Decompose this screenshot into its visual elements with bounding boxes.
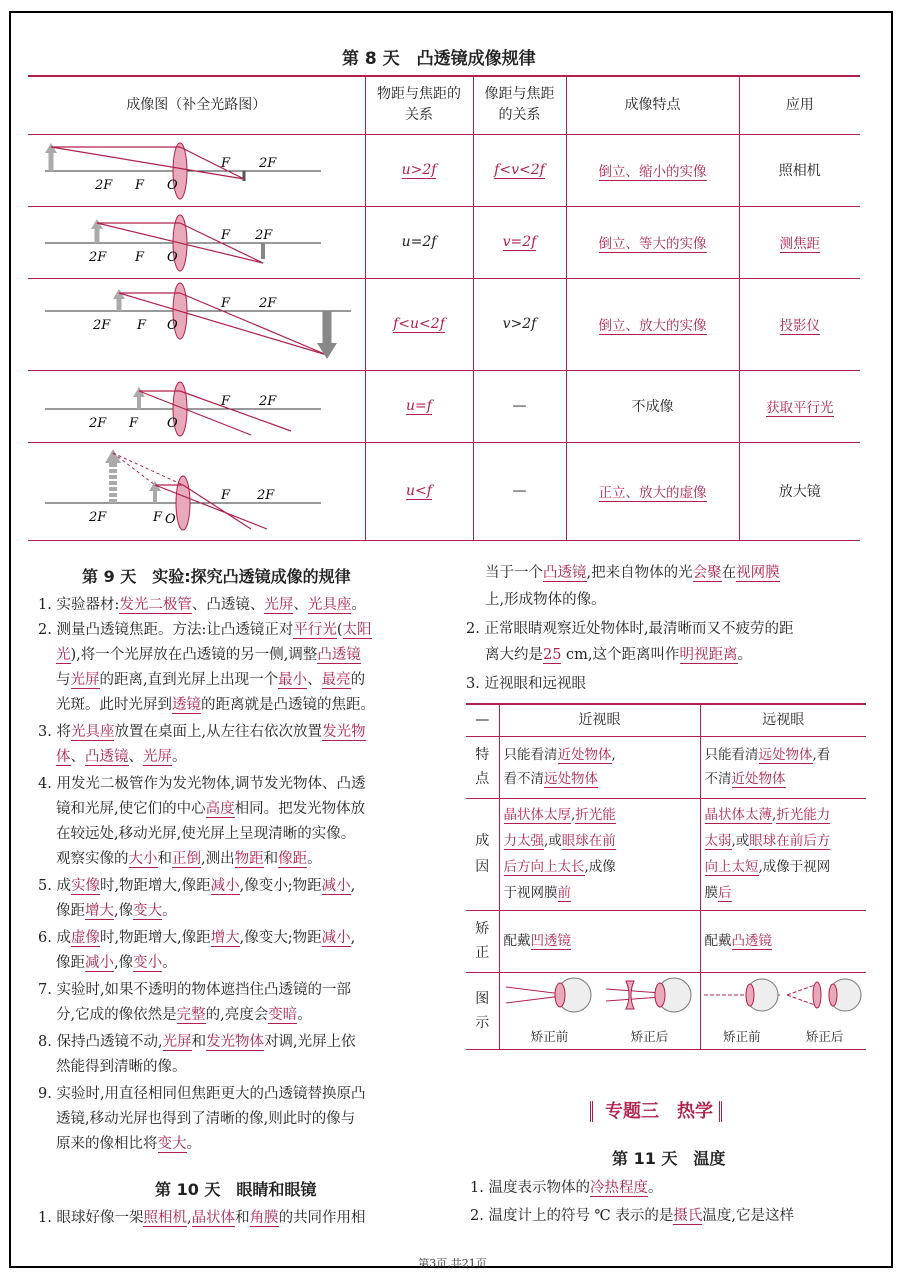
u-value: u<f — [406, 483, 432, 499]
day9-line: 观察实像的大小和正倒,测出物距和像距。 — [56, 851, 322, 867]
v-value: v>2f — [502, 316, 537, 332]
svg-text:F: F — [135, 178, 145, 193]
day9-line: 分,它成的像依然是完整的,亮度会变暗。 — [56, 1007, 312, 1023]
svg-text:2F: 2F — [259, 394, 277, 409]
svg-text:F: F — [129, 416, 139, 431]
svg-text:F: F — [135, 250, 145, 265]
ray-diagram — [28, 206, 365, 278]
caption: 矫正前 — [530, 1028, 569, 1044]
myopia-before-diagram — [504, 973, 596, 1017]
lens-rule-table — [28, 75, 860, 541]
svg-text:O: O — [167, 318, 178, 333]
day9-line: 光),将一个光屏放在凸透镜的另一侧,调整凸透镜 — [56, 647, 361, 663]
eye-row-key: 矫正 — [466, 910, 499, 972]
v-value: f<v<2f — [494, 162, 545, 178]
feature-value: 不成像 — [566, 370, 739, 442]
svg-text:O: O — [165, 512, 176, 527]
svg-text:F: F — [221, 156, 231, 171]
caption: 矫正前 — [723, 1028, 761, 1044]
eye-row-key: 特点 — [466, 736, 499, 798]
hyperopia-cell: 只能看清远处物体,看 不清近处物体 — [700, 736, 866, 798]
day11-line: 1. 温度表示物体的冷热程度。 — [470, 1180, 663, 1196]
app-value: 测焦距 — [779, 236, 820, 252]
svg-text:2F: 2F — [259, 156, 277, 171]
header-feature: 成像特点 — [566, 76, 739, 134]
day10-line: 3. 近视眼和远视眼 — [466, 676, 586, 692]
header-diagram: 成像图（补全光路图） — [28, 76, 365, 134]
svg-text:2F: 2F — [255, 228, 273, 243]
day9-line: 像距增大,像变大。 — [56, 903, 177, 919]
day9-line: 7. 实验时,如果不透明的物体遮挡住凸透镜的一部 — [38, 982, 352, 998]
day9-line: 原来的像相比将变大。 — [56, 1136, 201, 1152]
eye-row-key: 图示 — [466, 972, 499, 1049]
app-value: 放大镜 — [739, 442, 860, 540]
eye-diagram-hyperopia — [700, 972, 866, 1049]
day9-line: 1. 实验器材:发光二极管、凸透镜、光屏、光具座。 — [38, 597, 366, 613]
ray-diagram-2 — [31, 207, 361, 273]
day9-line: 9. 实验时,用直径相同但焦距更大的凸透镜替换原凸 — [38, 1086, 366, 1102]
svg-text:2F: 2F — [93, 318, 111, 333]
day10-line: 2. 正常眼睛观察近处物体时,最清晰而又不疲劳的距 — [466, 621, 794, 637]
day9-line: 与光屏的距离,直到光屏上出现一个最小、最亮的 — [56, 672, 366, 688]
svg-text:F: F — [221, 394, 231, 409]
svg-text:F: F — [221, 488, 231, 503]
eye-row-key: 成因 — [466, 798, 499, 910]
day9-line: 然能得到清晰的像。 — [56, 1059, 187, 1075]
feature-value: 倒立、放大的实像 — [598, 318, 707, 334]
myopia-cell: 只能看清近处物体, 看不清远处物体 — [499, 736, 700, 798]
eye-diagram-myopia — [499, 972, 700, 1049]
ray-diagram-5 — [31, 443, 361, 535]
day9-line: 体、凸透镜、光屏。 — [56, 749, 187, 765]
ray-diagram — [28, 370, 365, 442]
day9-line: 在较远处,移动光屏,使光屏上呈现清晰的实像。 — [56, 826, 356, 842]
day10-line: 离大约是25 cm,这个距离叫作明视距离。 — [485, 647, 753, 663]
app-value: 投影仪 — [779, 318, 820, 334]
day9-line: 5. 成实像时,物距增大,像距减小,像变小;物距减小, — [38, 878, 356, 894]
hyperopia-after-diagram — [785, 973, 865, 1017]
eye-header-dash: — — [466, 704, 499, 736]
ray-diagram-4 — [31, 371, 361, 437]
ray-diagram-3 — [31, 279, 361, 365]
svg-text:F: F — [221, 228, 231, 243]
day11-title: 第 11 天 温度 — [612, 1149, 726, 1168]
table-row — [466, 798, 866, 910]
caption: 矫正后 — [805, 1028, 844, 1044]
table-row — [28, 442, 860, 540]
svg-text:2F: 2F — [89, 416, 107, 431]
header-app: 应用 — [739, 76, 860, 134]
day9-line: 镜和光屏,使它们的中心高度相同。把发光物体放 — [56, 801, 366, 817]
svg-text:2F: 2F — [257, 488, 275, 503]
v-value: — — [473, 442, 566, 540]
table-row — [28, 370, 860, 442]
ray-diagram-1 — [31, 135, 361, 201]
myopia-cell: 晶状体太厚,折光能 力太强,或眼球在前 后方向上太长,成像 于视网膜前 — [499, 798, 700, 910]
app-value: 获取平行光 — [766, 400, 834, 416]
day10-line: 当于一个凸透镜,把来自物体的光会聚在视网膜 — [485, 565, 780, 581]
app-value: 照相机 — [739, 134, 860, 206]
day9-line: 4. 用发光二极管作为发光物体,调节发光物体、凸透 — [38, 776, 366, 792]
table-row — [466, 736, 866, 798]
myopia-cell: 配戴凹透镜 — [499, 910, 700, 972]
v-value: v=2f — [502, 234, 537, 250]
hyperopia-cell: 配戴凸透镜 — [700, 910, 866, 972]
caption: 矫正后 — [630, 1028, 669, 1044]
day9-title: 第 9 天 实验:探究凸透镜成像的规律 — [82, 567, 351, 586]
u-value: u>2f — [401, 162, 437, 178]
v-value: — — [473, 370, 566, 442]
table-row — [28, 278, 860, 370]
svg-text:F: F — [221, 296, 231, 311]
table-row — [28, 206, 860, 278]
feature-value: 倒立、等大的实像 — [598, 236, 707, 252]
header-u: 物距与焦距的关系 — [365, 76, 473, 134]
myopia-after-diagram — [604, 973, 696, 1017]
u-value: u=2f — [401, 234, 437, 250]
day9-line: 像距减小,像变小。 — [56, 955, 177, 971]
svg-text:2F: 2F — [89, 510, 107, 525]
svg-text:O: O — [167, 178, 178, 193]
page-number: 第3页,共21页 — [418, 1257, 487, 1270]
table-row — [28, 134, 860, 206]
day8-title: 第 8 天 凸透镜成像规律 — [342, 49, 536, 69]
ray-diagram — [28, 442, 365, 540]
feature-value: 倒立、缩小的实像 — [598, 164, 707, 180]
eye-header-myopia: 近视眼 — [499, 704, 700, 736]
topic-title: 专题三 热学 — [590, 1097, 722, 1123]
svg-text:2F: 2F — [89, 250, 107, 265]
day9-line: 透镜,移动光屏也得到了清晰的像,则此时的像与 — [56, 1111, 356, 1127]
day10-line: 上,形成物体的像。 — [485, 592, 606, 608]
svg-text:2F: 2F — [259, 296, 277, 311]
header-v: 像距与焦距的关系 — [473, 76, 566, 134]
ray-diagram — [28, 278, 365, 370]
day9-line: 2. 测量凸透镜焦距。方法:让凸透镜正对平行光(太阳 — [38, 622, 372, 638]
u-value: u=f — [406, 398, 432, 414]
svg-text:2F: 2F — [95, 178, 113, 193]
svg-text:O: O — [167, 250, 178, 265]
day9-line: 6. 成虚像时,物距增大,像距增大,像变大;物距减小, — [38, 930, 356, 946]
day9-line: 3. 将光具座放置在桌面上,从左往右依次放置发光物 — [38, 724, 366, 740]
svg-text:F: F — [153, 510, 163, 525]
u-value: f<u<2f — [393, 316, 445, 332]
day10-title: 第 10 天 眼睛和眼镜 — [155, 1180, 317, 1199]
day10-line: 1. 眼球好像一架照相机,晶状体和角膜的共同作用相 — [38, 1210, 366, 1226]
day9-line: 8. 保持凸透镜不动,光屏和发光物体对调,光屏上依 — [38, 1034, 356, 1050]
hyperopia-before-diagram — [702, 973, 782, 1017]
eye-header-hyperopia: 远视眼 — [700, 704, 866, 736]
eye-comparison-table — [466, 703, 866, 1050]
ray-diagram — [28, 134, 365, 206]
svg-text:F: F — [137, 318, 147, 333]
svg-text:O: O — [167, 416, 178, 431]
day11-line: 2. 温度计上的符号 ℃ 表示的是摄氏温度,它是这样 — [470, 1208, 794, 1224]
hyperopia-cell: 晶状体太薄,折光能力 太弱,或眼球在前后方 向上太短,成像于视网 膜后 — [700, 798, 866, 910]
day9-line: 光斑。此时光屏到透镜的距离就是凸透镜的焦距。 — [56, 697, 375, 713]
feature-value: 正立、放大的虚像 — [598, 485, 707, 501]
table-row — [466, 910, 866, 972]
table-row — [466, 972, 866, 1049]
